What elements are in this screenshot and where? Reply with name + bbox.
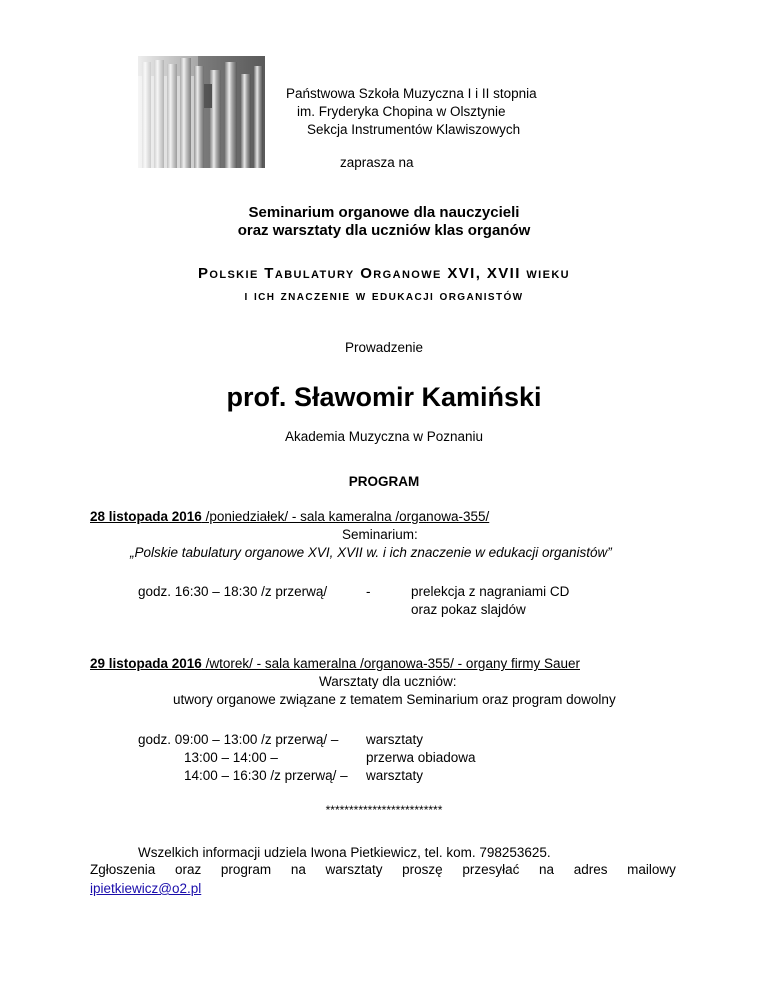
- day2-topic: utwory organowe związane z tematem Seminarium oraz program dowolny: [173, 692, 616, 707]
- day1-activity-1: prelekcja z nagraniami CD: [411, 584, 570, 599]
- day1-info: /poniedziałek/ - sala kameralna /organowa-355/: [201, 509, 490, 524]
- day1-date: 28 listopada 2016: [90, 509, 202, 524]
- day1-activity-2: oraz pokaz slajdów: [411, 602, 526, 617]
- day1-time: godz. 16:30 – 18:30 /z przerwą/: [138, 584, 328, 599]
- day2-row-1-time: godz. 09:00 – 13:00 /z przerwą/ –: [138, 732, 339, 747]
- program-heading: PROGRAM: [348, 474, 420, 489]
- day1-topic: „Polskie tabulatury organowe XVI, XVII w. i ich znaczenie w edukacji organistów”: [130, 545, 612, 560]
- event-subtitle-line-1: [0, 265, 768, 282]
- invites-text: zaprasza na: [340, 155, 414, 170]
- event-subtitle-line-2: [0, 287, 768, 303]
- reg-word: warsztaty: [325, 862, 383, 877]
- event-title-line-1: Seminarium organowe dla nauczycieli: [248, 204, 520, 221]
- footer-info: Wszelkich informacji udziela Iwona Pietkiewicz, tel. kom. 798253625.: [138, 845, 551, 860]
- day2-row-3-time: 14:00 – 16:30 /z przerwą/ –: [184, 768, 348, 783]
- day2-row-1-activity: warsztaty: [366, 732, 424, 747]
- school-line-3: Sekcja Instrumentów Klawiszowych: [307, 122, 521, 137]
- reg-word: program: [220, 862, 272, 877]
- separator: *************************: [325, 803, 443, 817]
- day2-row-2-activity: warsztaty: [366, 768, 424, 783]
- school-line-1: Państwowa Szkoła Muzyczna I i II stopnia: [286, 86, 537, 101]
- event-title-line-2: oraz warsztaty dla uczniów klas organów: [237, 222, 531, 239]
- day2-label: Warsztaty dla uczniów:: [319, 674, 457, 689]
- lecturer-affiliation: Akademia Muzyczna w Poznaniu: [284, 429, 484, 444]
- day2-info: /wtorek/ - sala kameralna /organowa-355/ - organy firmy Sauer: [201, 656, 580, 671]
- reg-word: Zgłoszenia: [90, 862, 156, 877]
- registration-line: [90, 862, 676, 877]
- reg-word: proszę: [402, 862, 443, 877]
- day2-header: [90, 656, 580, 671]
- subtitle-text-1: Polskie Tabulatury Organowe XVI, XVII wieku: [197, 265, 571, 282]
- day2-date: 29 listopada 2016: [90, 656, 202, 671]
- lecturer-name: prof. Sławomir Kamiński: [226, 382, 542, 412]
- reg-word: mailowy: [627, 862, 676, 877]
- reg-word: przesyłać: [462, 862, 520, 877]
- school-line-2: im. Fryderyka Chopina w Olsztynie: [297, 104, 506, 119]
- day2-row-2b-activity: przerwa obiadowa: [366, 750, 476, 765]
- lead-label: Prowadzenie: [344, 340, 424, 355]
- reg-word: na: [539, 862, 555, 877]
- reg-word: na: [290, 862, 306, 877]
- email-link[interactable]: ipietkiewicz@o2.pl: [90, 881, 202, 896]
- organ-pipes-image: [138, 56, 265, 168]
- day1-label: Seminarium:: [342, 527, 418, 542]
- day1-header: [90, 509, 489, 524]
- day1-dash: -: [366, 584, 371, 599]
- reg-word: oraz: [174, 862, 202, 877]
- day2-row-2-time: 13:00 – 14:00 –: [184, 750, 278, 765]
- subtitle-text-2: i ich znaczenie w edukacji organistów: [244, 287, 524, 303]
- reg-word: adres: [573, 862, 608, 877]
